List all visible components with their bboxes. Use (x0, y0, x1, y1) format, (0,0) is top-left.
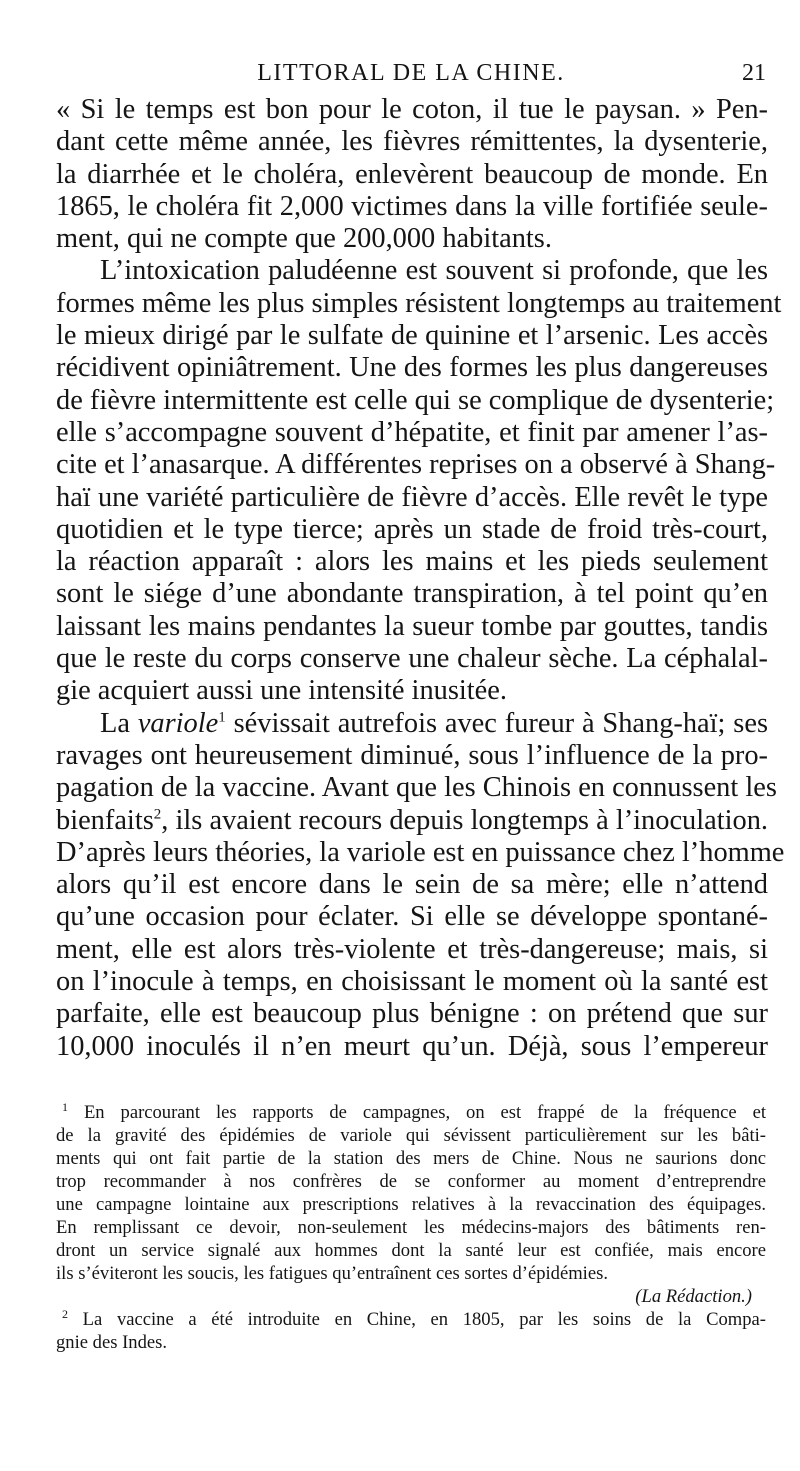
footnote-1-line: dront un service signalé aux hommes dont la santé leur est confiée, mais encore (56, 1240, 766, 1261)
footnote-1-line: une campagne lointaine aux prescriptions relatives à la revaccination des équipages. (56, 1194, 766, 1215)
text-line: la diarrhée et le choléra, enlevèrent beaucoup de monde. En (56, 158, 768, 190)
text-line: formes même les plus simples résistent longtemps au traitement (56, 287, 782, 319)
text-line-bienfaits (56, 805, 768, 837)
text-line: ravages ont heureusement diminué, sous l’influence de la pro- (56, 739, 768, 771)
footnote-1-line: trop recommander à nos confrères de se conformer au moment d’entreprendre (56, 1171, 766, 1192)
bienfaits-rest: , ils avaient recours depuis longtemps à l’inoculation. (161, 804, 768, 836)
text-line: haï une variété particulière de fièvre d’accès. Elle revêt le type (56, 481, 768, 513)
text-line: « Si le temps est bon pour le coton, il tue le paysan. » Pen- (56, 94, 768, 125)
main-text (56, 94, 785, 1063)
footnote-1-line: En remplissant ce devoir, non-seulement les médecins-majors des bâtiments ren- (56, 1217, 766, 1238)
footnote-ref-1: 1 (218, 709, 226, 726)
text-line: alors qu’il est encore dans le sein de sa mère; elle n’attend (56, 869, 768, 901)
text-line: qu’une occasion pour éclater. Si elle se développe spontané- (56, 901, 768, 933)
text-line: dant cette même année, les fièvres rémittentes, la dysenterie, (56, 126, 768, 158)
footnote-2-line: gnie des Indes. (56, 1332, 168, 1353)
text-line: on l’inocule à temps, en choisissant le moment où la santé est (56, 966, 768, 998)
footnote-2-mark: 2 (62, 1306, 68, 1321)
footnote-ref-2: 2 (153, 806, 162, 823)
footnote-1-line: ments qui ont fait partie de la station des mers de Chine. Nous ne saurions donc (56, 1148, 766, 1169)
text-line: que le reste du corps conserve une chaleur sèche. La céphalal- (56, 643, 768, 675)
footnote-1-line: de la gravité des épidémies de variole qui sévissent particulièrement sur les bâti- (56, 1125, 766, 1146)
variole-rest: sévissait autrefois avec fureur à Shang-haï; ses (233, 707, 768, 739)
footnote-1-mark: 1 (62, 1099, 68, 1114)
text-line: L’intoxication paludéenne est souvent si profonde, que les (100, 255, 768, 287)
text-line: sont le siége d’une abondante transpiration, à tel point qu’en (56, 578, 768, 610)
text-line: récidivent opiniâtrement. Une des formes les plus dangereuses (56, 352, 768, 384)
text-line: parfaite, elle est beaucoup plus bénigne : on prétend que sur (56, 998, 768, 1030)
text-line: D’après leurs théories, la variole est en puissance chez l’homme (56, 836, 785, 868)
text-line: ment, elle est alors très-violente et très-dangereuse; mais, si (56, 933, 768, 965)
bienfaits-word: bienfaits (56, 804, 154, 836)
running-title: LITTORAL DE LA CHINE. (257, 60, 565, 86)
text-line: elle s’accompagne souvent d’hépatite, et finit par amener l’as- (56, 416, 768, 448)
text-line: ment, qui ne compte que 200,000 habitants. (56, 223, 552, 255)
text-line: le mieux dirigé par le sulfate de quinine et l’arsenic. Les accès (56, 320, 768, 352)
text-line: quotidien et le type tierce; après un stade de froid très-court, (56, 513, 768, 545)
text-line: gie acquiert aussi une intensité inusitée. (56, 675, 507, 707)
page-number: 21 (742, 60, 766, 86)
text-line: cite et l’anasarque. A différentes reprises on a observé à Shang- (56, 449, 776, 481)
running-header (56, 60, 766, 94)
text-line: laissant les mains pendantes la sueur tombe par gouttes, tandis (56, 610, 768, 642)
text-line: pagation de la vaccine. Avant que les Chinois en connussent les (56, 772, 777, 804)
text-line-variole (56, 708, 768, 740)
footnote-1-signature: (La Rédaction.) (635, 1286, 752, 1307)
footnotes (56, 1101, 766, 1354)
variole-word: variole (137, 707, 219, 739)
text-line: de fièvre intermittente est celle qui se complique de dysenterie; (56, 384, 775, 416)
footnote-1-line: $^1$ En parcourant les rapports de campagnes, on est frappé de la fréquence et (62, 1099, 767, 1123)
variole-lead: La (100, 707, 130, 739)
footnote-1-line: ils s’éviteront les soucis, les fatigues qu’entraînent ces sortes d’épidémies. (56, 1263, 608, 1284)
text-line: la réaction apparaît : alors les mains et les pieds seulement (56, 546, 768, 578)
text-line: 1865, le choléra fit 2,000 victimes dans la ville fortifiée seule- (56, 190, 768, 222)
text-line: 10,000 inoculés il n’en meurt qu’un. Déjà, sous l’empereur (56, 1030, 768, 1062)
footnote-2-line: $^2$ La vaccine a été introduite en Chine, en 1805, par les soins de la Compa- (62, 1306, 766, 1330)
